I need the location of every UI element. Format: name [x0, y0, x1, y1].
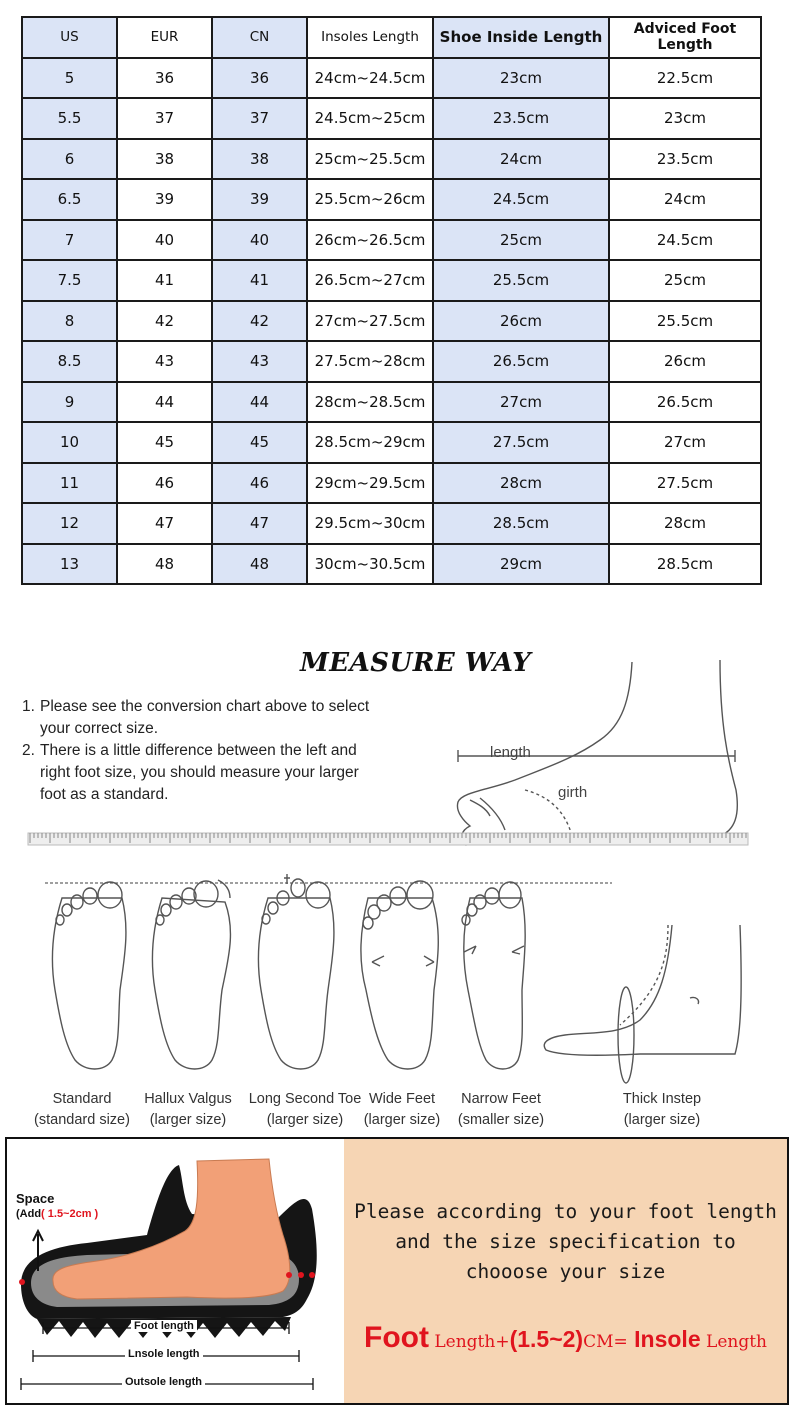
- cell-insoles-length: 26cm~26.5cm: [307, 220, 433, 261]
- cell-eur-size: 45: [117, 422, 212, 463]
- cell-adviced-foot-length: 26cm: [609, 341, 761, 382]
- cell-insoles-length: 28.5cm~29cm: [307, 422, 433, 463]
- cell-eur-size: 37: [117, 98, 212, 139]
- size-chart-row: [22, 260, 761, 301]
- cell-eur-size: 47: [117, 503, 212, 544]
- cell-shoe-inside-length: 24cm: [433, 139, 609, 180]
- cell-shoe-inside-length: 27cm: [433, 382, 609, 423]
- cell-cn-size: 41: [212, 260, 307, 301]
- formula-cm-equals: CM=: [583, 1332, 628, 1352]
- cell-us-size: 9: [22, 382, 117, 423]
- cell-shoe-inside-length: 29cm: [433, 544, 609, 585]
- foot-type-name: Long Second Toe: [248, 1091, 362, 1107]
- cell-cn-size: 38: [212, 139, 307, 180]
- foot-type-size: (larger size): [623, 1112, 701, 1128]
- foot-long-second-toe: [258, 874, 334, 1069]
- cell-insoles-length: 25cm~25.5cm: [307, 139, 433, 180]
- cell-cn-size: 40: [212, 220, 307, 261]
- size-chart-row: [22, 58, 761, 99]
- cell-adviced-foot-length: 28cm: [609, 503, 761, 544]
- size-chart-header-row: [22, 17, 761, 58]
- cell-us-size: 8: [22, 301, 117, 342]
- girth-label: girth: [558, 784, 588, 801]
- cell-eur-size: 43: [117, 341, 212, 382]
- foot-type-name: Hallux Valgus: [144, 1091, 232, 1107]
- cell-adviced-foot-length: 25.5cm: [609, 301, 761, 342]
- message-line: chooose your size: [465, 1260, 666, 1283]
- formula-foot: Foot: [364, 1321, 429, 1354]
- foot-type-name: Wide Feet: [368, 1091, 436, 1107]
- foot-type-name: Thick Instep: [622, 1091, 702, 1107]
- outsole-length-label: Outsole length: [122, 1376, 205, 1388]
- size-chart-row: [22, 301, 761, 342]
- cell-eur-size: 38: [117, 139, 212, 180]
- cell-eur-size: 44: [117, 382, 212, 423]
- cell-us-size: 6: [22, 139, 117, 180]
- cell-cn-size: 43: [212, 341, 307, 382]
- cell-shoe-inside-length: 27.5cm: [433, 422, 609, 463]
- space-label: Space: [16, 1191, 55, 1206]
- space-add-prefix: (Add: [16, 1208, 42, 1220]
- header-adviced-foot-length: Adviced Foot Length: [609, 17, 761, 58]
- cell-eur-size: 39: [117, 179, 212, 220]
- size-chart-row: [22, 503, 761, 544]
- cell-us-size: 5.5: [22, 98, 117, 139]
- cell-adviced-foot-length: 22.5cm: [609, 58, 761, 99]
- space-add-value: ( 1.5~2cm ): [41, 1208, 99, 1220]
- note-text: There is a little difference between the left and right foot size, you should measure your larger foot as a standard.: [40, 742, 359, 803]
- cell-us-size: 8.5: [22, 341, 117, 382]
- cell-adviced-foot-length: 23.5cm: [609, 139, 761, 180]
- header-cn: CN: [212, 17, 307, 58]
- heel-marker-dot: [309, 1272, 315, 1278]
- size-chart-row: [22, 382, 761, 423]
- foot-standard: [52, 882, 126, 1069]
- cell-us-size: 6.5: [22, 179, 117, 220]
- header-eur: EUR: [117, 17, 212, 58]
- formula-insole: Insole: [627, 1326, 701, 1352]
- ruler: [28, 833, 748, 845]
- cell-cn-size: 46: [212, 463, 307, 504]
- cell-shoe-inside-length: 26cm: [433, 301, 609, 342]
- toe-marker-dot: [19, 1279, 25, 1285]
- size-chart-row: [22, 544, 761, 585]
- shoe-cross-section: [7, 1139, 344, 1403]
- cell-adviced-foot-length: 28.5cm: [609, 544, 761, 585]
- note-text: Please see the conversion chart above to select your correct size.: [40, 698, 370, 737]
- cell-adviced-foot-length: 24.5cm: [609, 220, 761, 261]
- space-add-label: [16, 1208, 98, 1220]
- note-number: 2.: [22, 742, 35, 759]
- cell-adviced-foot-length: 23cm: [609, 98, 761, 139]
- size-chart-row: [22, 463, 761, 504]
- cell-shoe-inside-length: 24.5cm: [433, 179, 609, 220]
- cell-insoles-length: 27.5cm~28cm: [307, 341, 433, 382]
- foot-type-hallux-valgus: [128, 1089, 248, 1131]
- cell-us-size: 12: [22, 503, 117, 544]
- cell-cn-size: 42: [212, 301, 307, 342]
- message-line: Please according to your foot length: [354, 1200, 777, 1223]
- cell-eur-size: 42: [117, 301, 212, 342]
- foot-type-size: (larger size): [363, 1112, 441, 1128]
- cell-insoles-length: 29.5cm~30cm: [307, 503, 433, 544]
- foot-type-size: (smaller size): [457, 1112, 545, 1128]
- formula-range: (1.5~2): [509, 1326, 584, 1352]
- cell-cn-size: 36: [212, 58, 307, 99]
- cell-shoe-inside-length: 28cm: [433, 463, 609, 504]
- foot-type-name: Narrow Feet: [461, 1091, 541, 1107]
- foot-type-size: (larger size): [266, 1112, 344, 1128]
- formula-length: Length: [700, 1332, 767, 1352]
- cell-eur-size: 48: [117, 544, 212, 585]
- foot-type-name: Standard: [52, 1091, 112, 1107]
- cell-us-size: 7.5: [22, 260, 117, 301]
- insole-formula-banner: [5, 1137, 789, 1405]
- foot-narrow-feet: [462, 882, 525, 1069]
- cell-adviced-foot-length: 26.5cm: [609, 382, 761, 423]
- cell-cn-size: 48: [212, 544, 307, 585]
- size-advice-message: [344, 1197, 787, 1287]
- cell-shoe-inside-length: 25.5cm: [433, 260, 609, 301]
- note-number: 1.: [22, 698, 35, 715]
- foot-type-size: (standard size): [34, 1112, 130, 1128]
- cell-cn-size: 45: [212, 422, 307, 463]
- cell-eur-size: 41: [117, 260, 212, 301]
- cell-cn-size: 47: [212, 503, 307, 544]
- foot-length-label: Foot length: [131, 1320, 197, 1332]
- heel-marker-dot: [286, 1272, 292, 1278]
- cell-shoe-inside-length: 28.5cm: [433, 503, 609, 544]
- insole-length-formula: [364, 1321, 767, 1355]
- cell-insoles-length: 25.5cm~26cm: [307, 179, 433, 220]
- cell-shoe-inside-length: 23cm: [433, 58, 609, 99]
- cell-cn-size: 44: [212, 382, 307, 423]
- foot-wide-feet: [361, 881, 438, 1069]
- header-insoles-length: Insoles Length: [307, 17, 433, 58]
- foot-type-standard: [22, 1089, 142, 1131]
- formula-length-plus: Length+: [428, 1332, 510, 1352]
- cell-us-size: 11: [22, 463, 117, 504]
- size-chart-row: [22, 341, 761, 382]
- cell-shoe-inside-length: 25cm: [433, 220, 609, 261]
- length-label: length: [490, 744, 531, 761]
- header-us: US: [22, 17, 117, 58]
- foot-type-wide-feet: [356, 1089, 448, 1131]
- cell-insoles-length: 30cm~30.5cm: [307, 544, 433, 585]
- size-chart-row: [22, 98, 761, 139]
- foot-type-narrow-feet: [450, 1089, 552, 1131]
- measure-way-title: MEASURE WAY: [300, 648, 532, 678]
- ruler-body: [28, 833, 748, 845]
- cell-us-size: 5: [22, 58, 117, 99]
- cell-insoles-length: 26.5cm~27cm: [307, 260, 433, 301]
- foot-type-size: (larger size): [149, 1112, 227, 1128]
- size-advice-panel: [344, 1139, 787, 1403]
- cell-cn-size: 37: [212, 98, 307, 139]
- cell-insoles-length: 28cm~28.5cm: [307, 382, 433, 423]
- cell-insoles-length: 24cm~24.5cm: [307, 58, 433, 99]
- message-line: and the size specification to: [395, 1230, 736, 1253]
- cell-adviced-foot-length: 27.5cm: [609, 463, 761, 504]
- measure-illustration: [0, 640, 790, 1140]
- size-chart-row: [22, 220, 761, 261]
- cell-insoles-length: 24.5cm~25cm: [307, 98, 433, 139]
- size-chart-row: [22, 139, 761, 180]
- size-chart-row: [22, 422, 761, 463]
- size-chart-table: [21, 16, 762, 585]
- cell-eur-size: 36: [117, 58, 212, 99]
- cell-insoles-length: 29cm~29.5cm: [307, 463, 433, 504]
- cell-cn-size: 39: [212, 179, 307, 220]
- size-chart-body: [22, 17, 761, 584]
- foot-thick-instep: [544, 925, 741, 1083]
- size-chart-row: [22, 179, 761, 220]
- foot-type-long-second-toe: [243, 1089, 367, 1131]
- cell-shoe-inside-length: 23.5cm: [433, 98, 609, 139]
- cell-us-size: 10: [22, 422, 117, 463]
- cell-us-size: 13: [22, 544, 117, 585]
- cell-eur-size: 40: [117, 220, 212, 261]
- cell-shoe-inside-length: 26.5cm: [433, 341, 609, 382]
- insole-length-label: Lnsole length: [125, 1348, 203, 1360]
- cell-us-size: 7: [22, 220, 117, 261]
- cell-adviced-foot-length: 27cm: [609, 422, 761, 463]
- header-shoe-inside-length: Shoe Inside Length: [433, 17, 609, 58]
- cell-adviced-foot-length: 24cm: [609, 179, 761, 220]
- foot-type-thick-instep: [606, 1089, 718, 1131]
- foot-hallux-valgus: [152, 880, 230, 1069]
- cell-adviced-foot-length: 25cm: [609, 260, 761, 301]
- cell-insoles-length: 27cm~27.5cm: [307, 301, 433, 342]
- cell-eur-size: 46: [117, 463, 212, 504]
- heel-marker-dot: [298, 1272, 304, 1278]
